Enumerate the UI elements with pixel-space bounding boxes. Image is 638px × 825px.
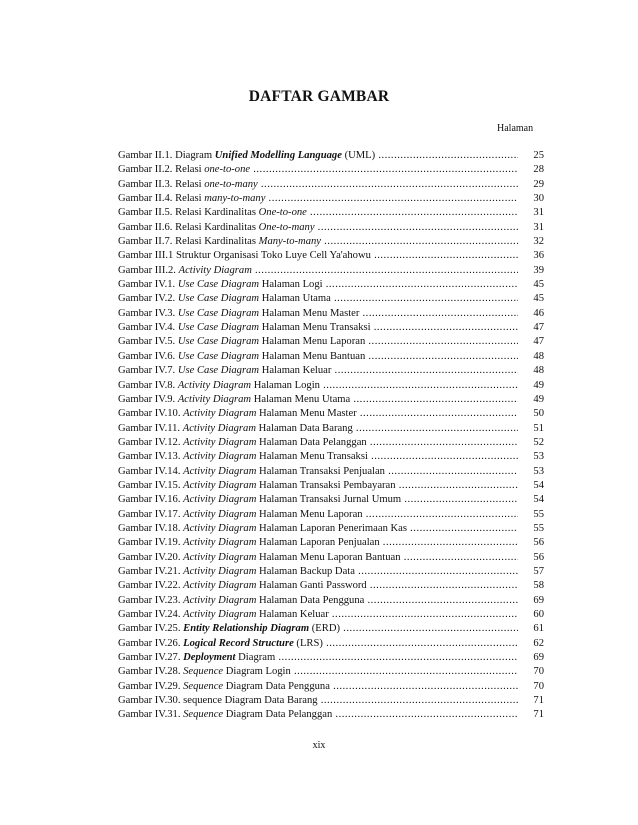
- caption-prefix: Gambar IV.25.: [118, 623, 184, 635]
- caption-prefix: Gambar IV.3.: [118, 307, 178, 319]
- caption-emphasis: one-to-many: [204, 178, 258, 190]
- figure-page-number: 47: [533, 322, 544, 334]
- figure-page-number: 56: [533, 551, 544, 563]
- figure-caption: [118, 694, 518, 708]
- figure-list-item: [118, 665, 544, 679]
- figure-caption: [118, 163, 518, 177]
- figure-page-number: 49: [533, 379, 544, 391]
- caption-prefix: Gambar II.3. Relasi: [118, 178, 205, 190]
- figure-caption: [118, 450, 518, 464]
- caption-suffix: Halaman Menu Transaksi: [256, 451, 368, 463]
- caption-emphasis: Activity Diagram: [177, 379, 252, 391]
- figure-caption: [118, 594, 518, 608]
- figure-caption: [118, 508, 518, 522]
- caption-suffix: Diagram Data Pelanggan: [223, 709, 333, 721]
- figure-caption: [118, 436, 518, 450]
- figure-list-item: [118, 651, 544, 665]
- figure-caption: [118, 307, 518, 321]
- caption-prefix: Gambar IV.15.: [118, 479, 184, 491]
- caption-prefix: Gambar IV.21.: [118, 565, 184, 577]
- caption-emphasis: Activity Diagram: [183, 436, 257, 448]
- caption-prefix: Gambar IV.31.: [118, 709, 184, 721]
- page-number: xix: [312, 740, 326, 751]
- figure-list-item: [118, 192, 544, 206]
- figure-list-item: [118, 708, 544, 722]
- caption-suffix: Halaman Transaksi Penjualan: [256, 465, 385, 477]
- caption-emphasis: Activity Diagram: [177, 393, 252, 405]
- figure-page-number: 62: [533, 637, 544, 649]
- figure-list-item: [118, 235, 544, 249]
- figure-caption: [118, 536, 518, 550]
- caption-prefix: Gambar IV.11.: [118, 422, 183, 434]
- figure-caption: [118, 493, 518, 507]
- caption-prefix: Gambar III.1 Struktur Organisasi Toko Luye Cell Ya'ahowu: [118, 250, 371, 262]
- caption-suffix: Halaman Transaksi Pembayaran: [256, 479, 396, 491]
- caption-emphasis: Activity Diagram: [183, 522, 257, 534]
- caption-prefix: Gambar IV.28.: [118, 666, 184, 678]
- caption-emphasis: Logical Record Structure: [183, 637, 294, 649]
- figure-list-item: [118, 622, 544, 636]
- caption-suffix: Halaman Keluar: [256, 609, 329, 620]
- figure-caption: [118, 565, 518, 579]
- caption-suffix: Halaman Data Barang: [256, 422, 353, 434]
- figure-list-item: [118, 579, 544, 593]
- figure-list-item: [118, 536, 544, 550]
- figure-list-item: [118, 407, 544, 421]
- caption-suffix: Halaman Backup Data: [256, 565, 355, 577]
- figure-caption: [118, 608, 518, 622]
- caption-emphasis: Activity Diagram: [183, 609, 257, 620]
- figure-page-number: 28: [533, 164, 544, 176]
- figure-list-item: [118, 551, 544, 565]
- figure-caption: [118, 292, 518, 306]
- figure-list-item: [118, 422, 544, 436]
- figure-caption: [118, 192, 518, 206]
- caption-emphasis: Sequence: [183, 666, 224, 678]
- figure-list: [118, 149, 544, 723]
- figure-page-number: 45: [533, 293, 544, 305]
- caption-prefix: Gambar IV.9.: [118, 393, 178, 405]
- figure-list-item: [118, 594, 544, 608]
- caption-prefix: Gambar IV.30. sequence Diagram Data Barang: [118, 695, 318, 707]
- caption-prefix: Gambar II.1. Diagram: [118, 150, 215, 161]
- figure-list-item: [118, 393, 544, 407]
- caption-emphasis: One-to-many: [258, 221, 315, 233]
- caption-prefix: Gambar IV.13.: [118, 451, 184, 463]
- figure-page-number: 50: [533, 408, 544, 420]
- figure-list-item: [118, 264, 544, 278]
- figure-list-item: [118, 508, 544, 522]
- caption-suffix: Halaman Laporan Penerimaan Kas: [256, 522, 407, 534]
- figure-caption: [118, 551, 518, 565]
- caption-suffix: Diagram Login: [223, 666, 291, 678]
- caption-suffix: Halaman Laporan Penjualan: [256, 537, 380, 549]
- caption-prefix: Gambar II.6. Relasi Kardinalitas: [118, 221, 259, 233]
- figure-caption: [118, 335, 518, 349]
- caption-emphasis: Activity Diagram: [183, 565, 257, 577]
- figure-list-item: [118, 450, 544, 464]
- caption-prefix: Gambar IV.24.: [118, 609, 184, 620]
- caption-prefix: Gambar IV.14.: [118, 465, 184, 477]
- caption-emphasis: One-to-one: [258, 207, 307, 219]
- figure-list-item: [118, 278, 544, 292]
- figure-page-number: 36: [533, 250, 544, 262]
- figure-caption: [118, 321, 518, 335]
- figure-list-item: [118, 694, 544, 708]
- caption-prefix: Gambar IV.16.: [118, 494, 184, 506]
- caption-suffix: Halaman Menu Laporan: [256, 508, 363, 520]
- caption-emphasis: Use Case Diagram: [177, 279, 260, 291]
- caption-emphasis: Activity Diagram: [183, 594, 257, 606]
- caption-emphasis: Activity Diagram: [183, 479, 257, 491]
- figure-page-number: 55: [533, 508, 544, 520]
- figure-list-item: [118, 350, 544, 364]
- figure-list-item: [118, 479, 544, 493]
- caption-emphasis: Sequence: [183, 709, 224, 721]
- caption-emphasis: Activity Diagram: [183, 537, 257, 549]
- caption-prefix: Gambar IV.10.: [118, 408, 184, 420]
- caption-prefix: Gambar IV.8.: [118, 379, 178, 391]
- caption-prefix: Gambar II.4. Relasi: [118, 193, 205, 205]
- caption-prefix: Gambar IV.12.: [118, 436, 184, 448]
- figure-list-item: [118, 680, 544, 694]
- figure-caption: [118, 708, 518, 722]
- figure-page-number: 29: [533, 178, 544, 190]
- figure-page-number: 69: [533, 594, 544, 606]
- caption-emphasis: Use Case Diagram: [177, 293, 260, 305]
- caption-prefix: Gambar IV.2.: [118, 293, 178, 305]
- figure-caption: [118, 235, 518, 249]
- figure-page-number: 71: [533, 709, 544, 721]
- figure-caption: [118, 149, 518, 163]
- caption-prefix: Gambar II.7. Relasi Kardinalitas: [118, 236, 259, 248]
- figure-list-item: [118, 608, 544, 622]
- caption-suffix: Halaman Ganti Password: [256, 580, 367, 592]
- figure-page-number: 53: [533, 451, 544, 463]
- caption-suffix: Halaman Menu Master: [259, 307, 360, 319]
- caption-emphasis: Activity Diagram: [182, 422, 256, 434]
- figure-page-number: 54: [533, 494, 544, 506]
- figure-caption: [118, 350, 518, 364]
- caption-prefix: Gambar IV.7.: [118, 365, 178, 377]
- caption-suffix: Halaman Menu Laporan Bantuan: [256, 551, 401, 563]
- figure-caption: [118, 221, 518, 235]
- caption-suffix: (ERD): [309, 623, 341, 635]
- figure-page-number: 71: [533, 695, 544, 707]
- figure-caption: [118, 579, 518, 593]
- caption-emphasis: Use Case Diagram: [177, 322, 260, 334]
- figure-caption: [118, 422, 518, 436]
- figure-page-number: 47: [533, 336, 544, 348]
- figure-caption: [118, 264, 518, 278]
- caption-suffix: Halaman Menu Bantuan: [259, 350, 366, 362]
- figure-page-number: 48: [533, 365, 544, 377]
- caption-suffix: (UML): [341, 150, 376, 161]
- figure-caption: [118, 379, 518, 393]
- caption-suffix: Diagram Data Pengguna: [223, 680, 330, 692]
- caption-prefix: Gambar IV.18.: [118, 522, 184, 534]
- figure-page-number: 57: [533, 565, 544, 577]
- figure-list-item: [118, 493, 544, 507]
- figure-list-item: [118, 522, 544, 536]
- caption-emphasis: Activity Diagram: [183, 508, 257, 520]
- caption-suffix: Halaman Login: [251, 379, 320, 391]
- figure-page-number: 52: [533, 436, 544, 448]
- caption-prefix: Gambar IV.1.: [118, 279, 178, 291]
- figure-page-number: 69: [533, 652, 544, 664]
- caption-prefix: Gambar IV.22.: [118, 580, 184, 592]
- caption-emphasis: Activity Diagram: [183, 465, 257, 477]
- figure-list-item: [118, 249, 544, 263]
- page-title: DAFTAR GAMBAR: [248, 88, 390, 105]
- caption-emphasis: Entity Relationship Diagram: [183, 623, 310, 635]
- caption-suffix: Halaman Menu Transaksi: [259, 322, 371, 334]
- caption-emphasis: Activity Diagram: [183, 580, 257, 592]
- figure-list-item: [118, 206, 544, 220]
- figure-list-item: [118, 149, 544, 163]
- figure-list-item: [118, 364, 544, 378]
- figure-list-item: [118, 565, 544, 579]
- caption-prefix: Gambar II.5. Relasi Kardinalitas: [118, 207, 259, 219]
- figure-list-item: [118, 465, 544, 479]
- caption-suffix: (LRS): [293, 637, 323, 649]
- figure-page-number: 32: [533, 236, 544, 248]
- figure-page-number: 53: [533, 465, 544, 477]
- figure-list-item: [118, 637, 544, 651]
- figure-list-item: [118, 221, 544, 235]
- caption-suffix: Halaman Utama: [259, 293, 331, 305]
- caption-emphasis: Activity Diagram: [178, 264, 252, 276]
- figure-caption: [118, 680, 518, 694]
- caption-emphasis: Use Case Diagram: [177, 365, 260, 377]
- caption-prefix: Gambar II.2. Relasi: [118, 164, 205, 176]
- figure-caption: [118, 622, 518, 636]
- caption-prefix: Gambar IV.19.: [118, 537, 184, 549]
- caption-suffix: Diagram: [235, 652, 276, 664]
- figure-list-item: [118, 178, 544, 192]
- caption-emphasis: Sequence: [183, 680, 224, 692]
- caption-suffix: Halaman Data Pelanggan: [256, 436, 367, 448]
- figure-caption: [118, 249, 518, 263]
- figure-page-number: 60: [533, 609, 544, 620]
- caption-suffix: Halaman Data Pengguna: [256, 594, 365, 606]
- figure-page-number: 70: [533, 680, 544, 692]
- caption-emphasis: Activity Diagram: [183, 551, 257, 563]
- caption-prefix: Gambar IV.20.: [118, 551, 184, 563]
- figure-page-number: 30: [533, 193, 544, 205]
- figure-list-item: [118, 436, 544, 450]
- figure-list-item: [118, 379, 544, 393]
- figure-list-item: [118, 307, 544, 321]
- figure-caption: [118, 522, 518, 536]
- figure-list-item: [118, 321, 544, 335]
- caption-suffix: Halaman Transaksi Jurnal Umum: [256, 494, 402, 506]
- figure-list-item: [118, 163, 544, 177]
- caption-prefix: Gambar IV.4.: [118, 322, 178, 334]
- figure-page-number: 48: [533, 350, 544, 362]
- figure-caption: [118, 178, 518, 192]
- caption-emphasis: Activity Diagram: [183, 408, 257, 420]
- caption-suffix: Halaman Menu Master: [256, 408, 357, 420]
- figure-page-number: 45: [533, 279, 544, 291]
- caption-suffix: Halaman Keluar: [259, 365, 332, 377]
- figure-page-number: 54: [533, 479, 544, 491]
- figure-list-item: [118, 335, 544, 349]
- caption-prefix: Gambar IV.17.: [118, 508, 184, 520]
- figure-page-number: 49: [533, 393, 544, 405]
- figure-page-number: 31: [533, 221, 544, 233]
- caption-suffix: Halaman Menu Utama: [251, 393, 351, 405]
- page-column-label: Halaman: [497, 123, 534, 134]
- figure-page-number: 25: [533, 150, 544, 161]
- figure-page-number: 51: [533, 422, 544, 434]
- caption-emphasis: Use Case Diagram: [177, 307, 260, 319]
- caption-emphasis: Deployment: [183, 652, 236, 664]
- figure-caption: [118, 651, 518, 665]
- caption-prefix: Gambar III.2.: [118, 264, 179, 276]
- figure-page-number: 56: [533, 537, 544, 549]
- caption-emphasis: Activity Diagram: [183, 451, 257, 463]
- caption-prefix: Gambar IV.26.: [118, 637, 184, 649]
- figure-page-number: 61: [533, 623, 544, 635]
- caption-prefix: Gambar IV.6.: [118, 350, 178, 362]
- figure-page-number: 39: [533, 264, 544, 276]
- figure-caption: [118, 364, 518, 378]
- figure-caption: [118, 206, 518, 220]
- caption-emphasis: Activity Diagram: [183, 494, 257, 506]
- caption-prefix: Gambar IV.29.: [118, 680, 184, 692]
- figure-page-number: 55: [533, 522, 544, 534]
- caption-emphasis: Many-to-many: [258, 236, 321, 248]
- caption-emphasis: many-to-many: [204, 193, 266, 205]
- caption-emphasis: one-to-one: [204, 164, 251, 176]
- caption-prefix: Gambar IV.27.: [118, 652, 184, 664]
- figure-caption: [118, 479, 518, 493]
- caption-emphasis: Use Case Diagram: [177, 350, 260, 362]
- figure-caption: [118, 665, 518, 679]
- caption-prefix: Gambar IV.23.: [118, 594, 184, 606]
- figure-caption: [118, 278, 518, 292]
- figure-caption: [118, 407, 518, 421]
- figure-page-number: 31: [533, 207, 544, 219]
- figure-list-item: [118, 292, 544, 306]
- figure-page-number: 46: [533, 307, 544, 319]
- figure-page-number: 70: [533, 666, 544, 678]
- caption-prefix: Gambar IV.5.: [118, 336, 178, 348]
- figure-page-number: 58: [533, 580, 544, 592]
- figure-caption: [118, 393, 518, 407]
- caption-emphasis: Use Case Diagram: [177, 336, 260, 348]
- figure-caption: [118, 465, 518, 479]
- caption-suffix: Halaman Menu Laporan: [259, 336, 366, 348]
- caption-emphasis: Unified Modelling Language: [214, 150, 342, 161]
- caption-suffix: Halaman Logi: [259, 279, 323, 291]
- figure-caption: [118, 637, 518, 651]
